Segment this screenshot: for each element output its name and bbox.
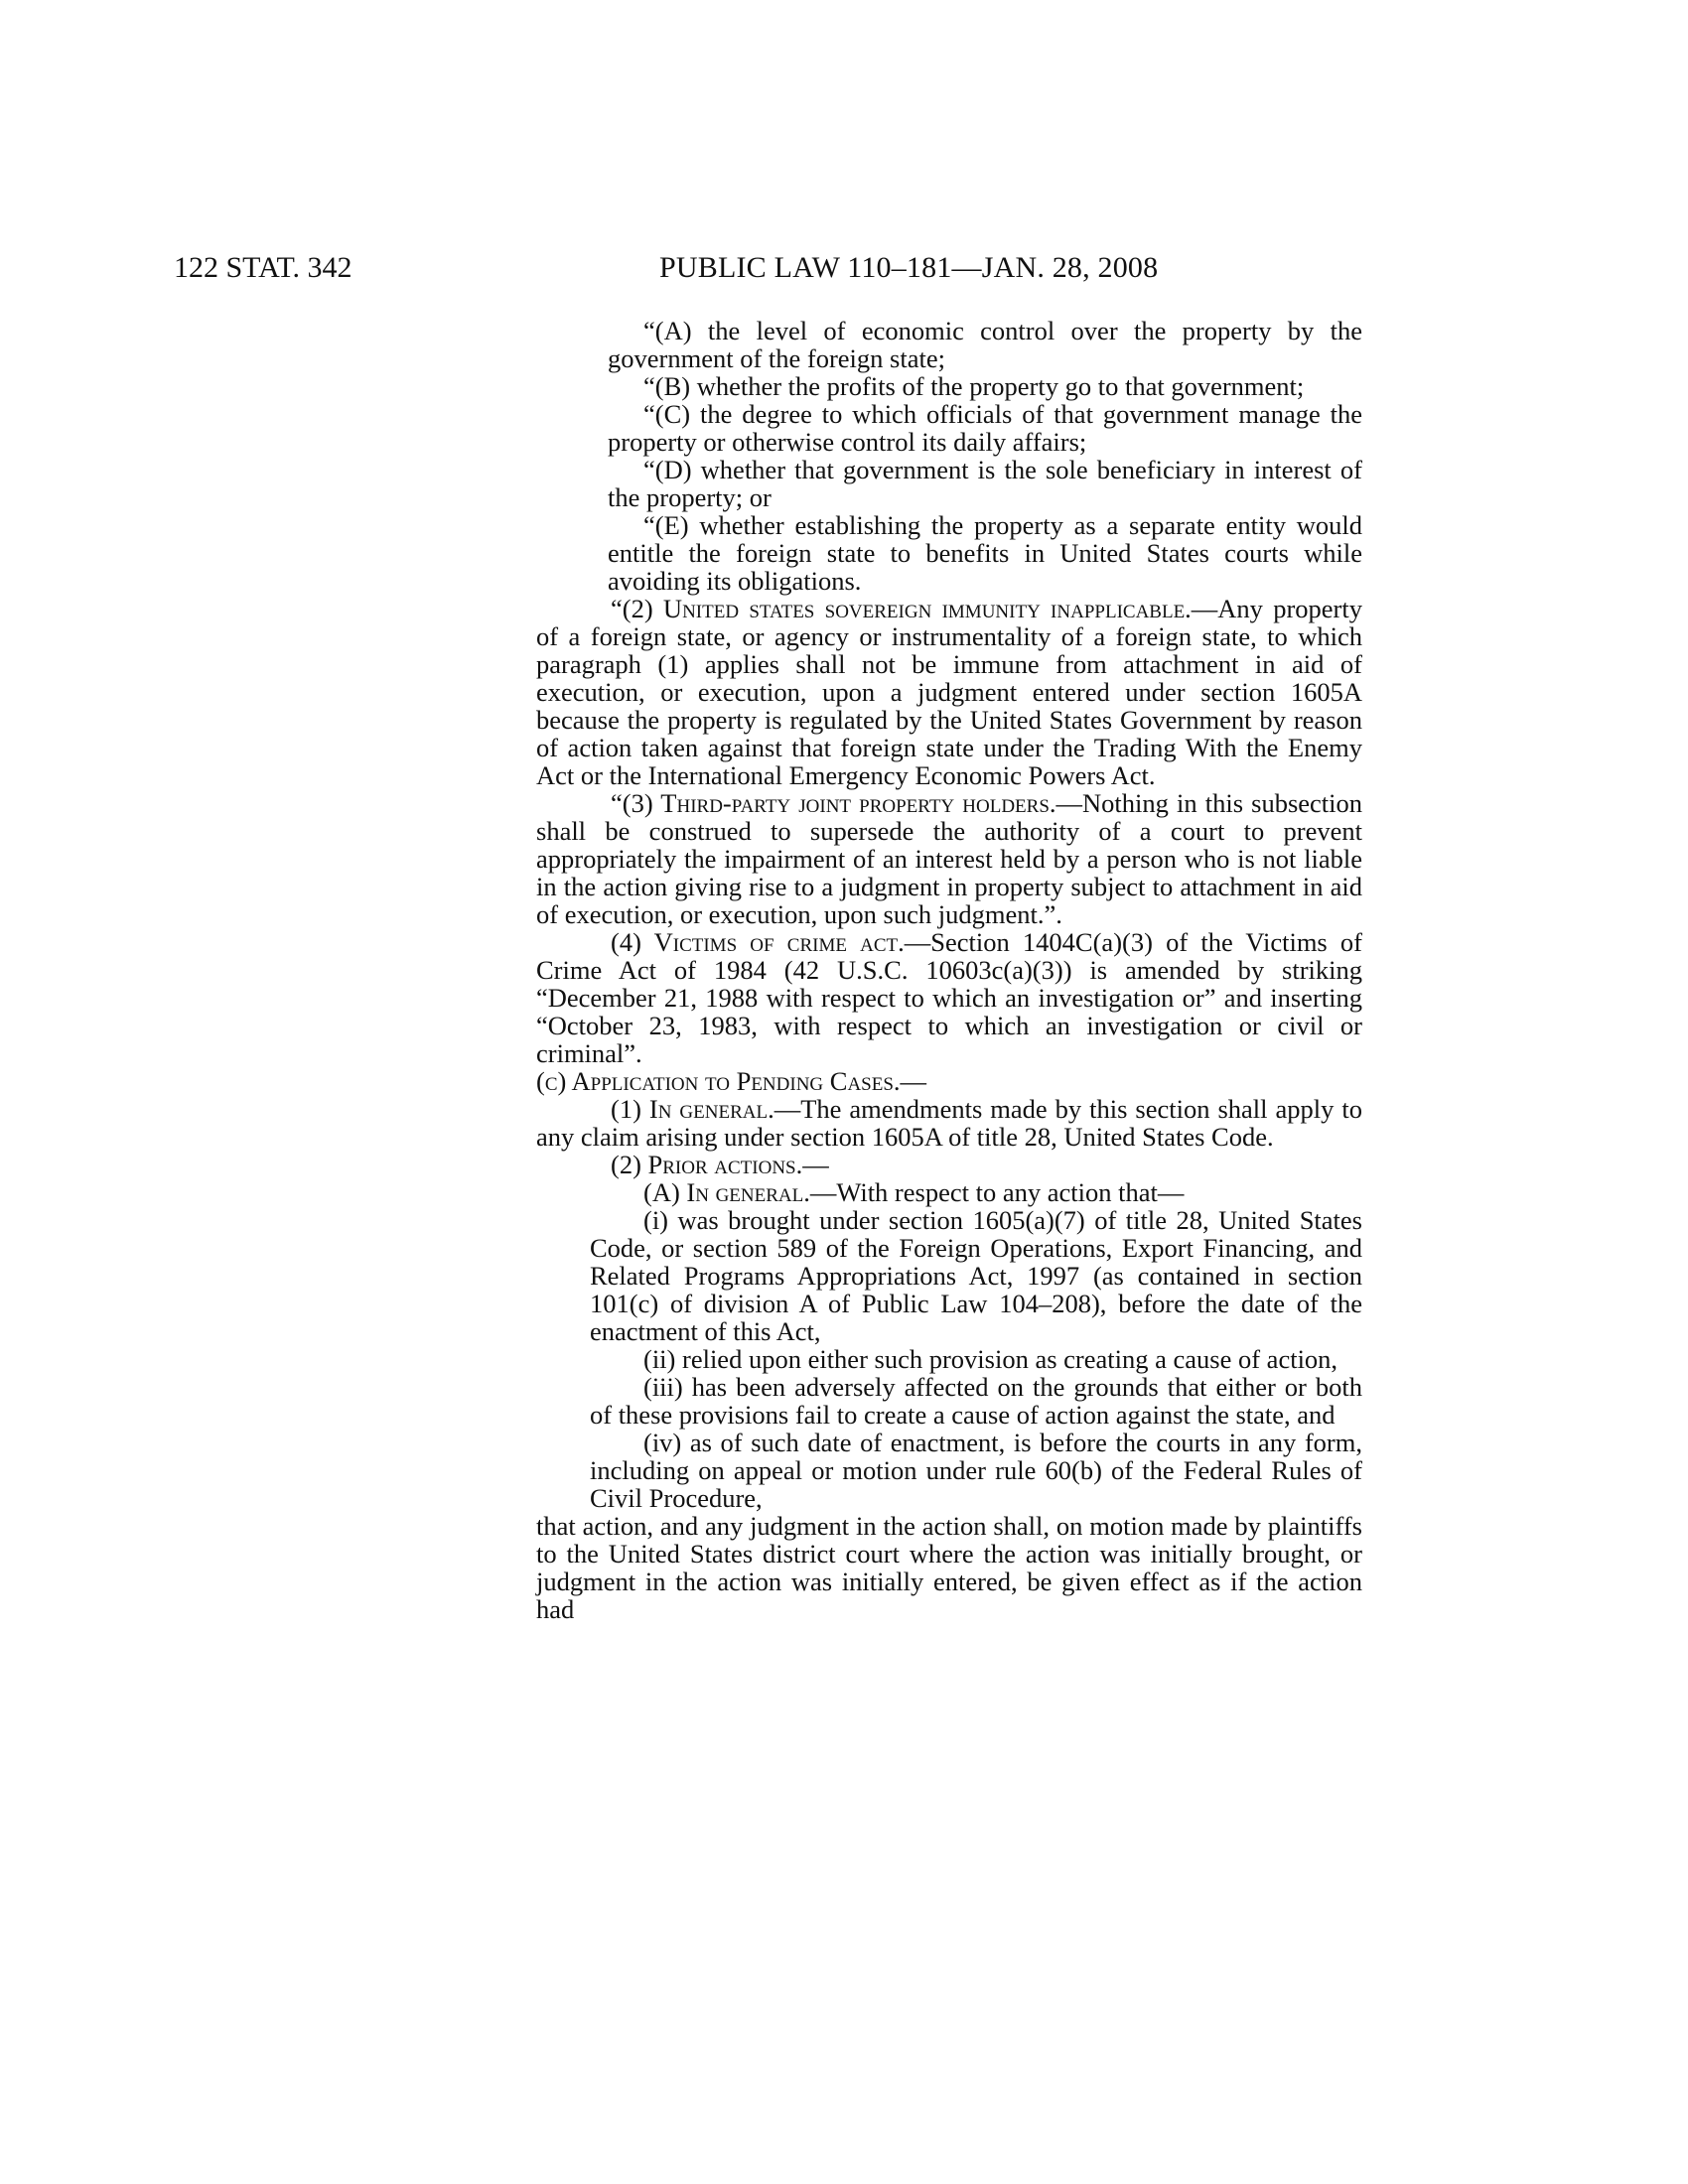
page-header — [0, 248, 1688, 288]
paragraph-text: Nothing in this subsection shall be construed to supersede the authority of a court to prevent appropriately the impairment of an interest held by a person who is not liable in the action giving rise to a judgment in property subject to attachment in aid of execution, or execution, upon such judgment.”. — [536, 788, 1363, 929]
paragraph-c2-prior-actions — [536, 1151, 1362, 1178]
factor-c — [536, 400, 1362, 456]
paragraph-text: With respect to any action that— — [836, 1177, 1185, 1207]
flush-text — [536, 1512, 1362, 1623]
paragraph-c1-in-general — [536, 1095, 1362, 1151]
clause-iv — [536, 1429, 1362, 1512]
subsection-c-heading — [536, 1067, 1362, 1095]
paragraph-text: “(E) whether establishing the property as a separate entity would entitle the foreign state to benefits in United States courts while avoiding its obligations. — [608, 510, 1362, 596]
public-law-title: PUBLIC LAW 110–181—JAN. 28, 2008 — [659, 251, 1159, 284]
paragraph-text: (iii) has been adversely affected on the grounds that either or both of these provisions fail to create a cause of action against the state, and — [590, 1372, 1362, 1430]
paragraph-heading: (c) Application to Pending Cases.— — [536, 1066, 927, 1096]
factor-b — [536, 372, 1362, 400]
paragraph-4-victims-of-crime — [536, 928, 1362, 1067]
factor-e — [536, 511, 1362, 595]
paragraph-heading: (1) In general.— — [611, 1094, 801, 1124]
paragraph-text: “(B) whether the profits of the property go to that government; — [643, 371, 1305, 401]
clause-i — [536, 1206, 1362, 1345]
clause-ii — [536, 1345, 1362, 1373]
factor-a — [536, 317, 1362, 372]
paragraph-text: “(A) the level of economic control over the property by the government of the foreign state; — [608, 316, 1362, 373]
paragraph-heading: (4) Victims of crime act.— — [611, 927, 931, 957]
paragraph-text: (i) was brought under section 1605(a)(7) of title 28, United States Code, or section 589 of the Foreign Operations, Export Financing, and Related Programs Appropriations Act, 1997 (as contained in section 101(c) of division A of Public Law 104–208), before the date of the enactment of this Act, — [590, 1205, 1362, 1346]
paragraph-heading: “(2) United states sovereign immunity inapplicable.— — [611, 594, 1218, 623]
paragraph-text: (ii) relied upon either such provision as creating a cause of action, — [643, 1344, 1338, 1374]
paragraph-heading: (2) Prior actions.— — [611, 1150, 829, 1179]
paragraph-text: Any property of a foreign state, or agency or instrumentality of a foreign state, to which paragraph (1) applies shall not be immune from attachment in aid of execution, or execution, upon a judgment entered under section 1605A because the property is regulated by the United States Government by reason of action taken against that foreign state under the Trading With the Enemy Act or the International Emergency Economic Powers Act. — [536, 594, 1362, 790]
paragraph-text: The amendments made by this section shall apply to any claim arising under section 1605A of title 28, United States Code. — [536, 1094, 1362, 1152]
paragraph-text: Section 1404C(a)(3) of the Victims of Crime Act of 1984 (42 U.S.C. 10603c(a)(3)) is amended by striking “December 21, 1988 with respect to which an investigation or” and inserting “October 23, 1983, with respect to which an investigation or civil or criminal”. — [536, 927, 1362, 1068]
paragraph-heading: (A) In general.— — [643, 1177, 837, 1207]
paragraph-2-sovereign-immunity — [536, 595, 1362, 789]
paragraph-text: “(C) the degree to which officials of that government manage the property or otherwise control its daily affairs; — [608, 399, 1362, 457]
paragraph-heading: “(3) Third-party joint property holders.— — [611, 788, 1083, 818]
statute-text — [536, 317, 1362, 1623]
paragraph-text: “(D) whether that government is the sole beneficiary in interest of the property; or — [608, 455, 1362, 512]
subparagraph-a-in-general — [536, 1178, 1362, 1206]
factor-d — [536, 456, 1362, 511]
stat-page-number: 122 STAT. 342 — [174, 251, 352, 284]
paragraph-3-third-party — [536, 789, 1362, 928]
clause-iii — [536, 1373, 1362, 1429]
paragraph-text: that action, and any judgment in the action shall, on motion made by plaintiffs to the United States district court where the action was initially brought, or judgment in the action was initially entered, be given effect as if the action had — [536, 1511, 1362, 1624]
paragraph-text: (iv) as of such date of enactment, is before the courts in any form, including on appeal or motion under rule 60(b) of the Federal Rules of Civil Procedure, — [590, 1428, 1362, 1513]
